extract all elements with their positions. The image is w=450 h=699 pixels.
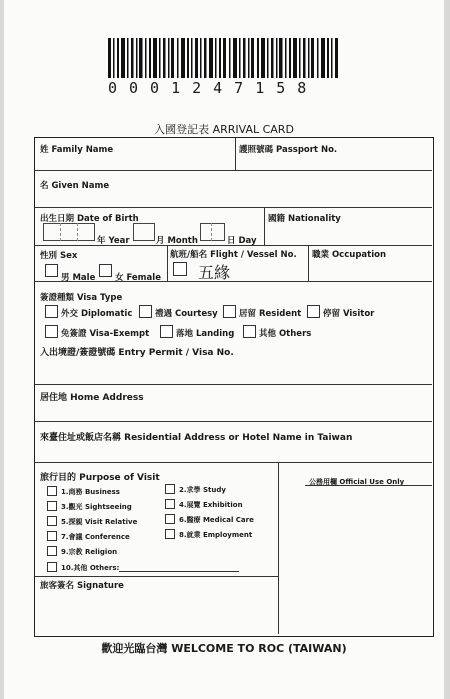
purpose-exhibition-label: 4.展覽 Exhibition: [179, 501, 243, 509]
visa-visitor-label: 停留 Visitor: [323, 309, 375, 319]
dob-day-label: 日 Day: [227, 236, 257, 246]
page-title: 入國登記表 ARRIVAL CARD: [154, 123, 294, 136]
visa-resident-checkbox[interactable]: [223, 305, 236, 318]
signature-label: 旅客簽名 Signature: [40, 581, 124, 591]
visa-exempt-label: 免簽證 Visa-Exempt: [61, 329, 150, 339]
dob-month-box[interactable]: [133, 223, 155, 241]
visa-resident-label: 居留 Resident: [239, 309, 302, 319]
flight-label: 航班/船名 Flight / Vessel No.: [170, 250, 297, 260]
purpose-relative-label: 5.探親 Visit Relative: [61, 518, 138, 526]
visa-exempt-checkbox[interactable]: [45, 325, 58, 338]
home-address-label: 居住地 Home Address: [40, 393, 144, 403]
family-name-label: 姓 Family Name: [40, 145, 114, 155]
visa-others-checkbox[interactable]: [243, 325, 256, 338]
given-name-label: 名 Given Name: [40, 181, 110, 191]
purpose-medical-checkbox[interactable]: [165, 514, 175, 524]
visa-type-label: 簽證種類 Visa Type: [40, 293, 123, 303]
visa-diplomatic-checkbox[interactable]: [45, 305, 58, 318]
purpose-sightseeing-label: 3.觀光 Sightseeing: [61, 503, 132, 511]
dob-month-label: 月 Month: [156, 236, 198, 246]
purpose-medical-label: 6.醫療 Medical Care: [179, 516, 254, 524]
purpose-label: 旅行目的 Purpose of Visit: [40, 473, 160, 483]
nationality-label: 國籍 Nationality: [268, 214, 341, 224]
purpose-employment-label: 8.就業 Employment: [179, 531, 253, 539]
visa-others-label: 其他 Others: [259, 329, 312, 339]
purpose-sightseeing-checkbox[interactable]: [47, 501, 57, 511]
visa-diplomatic-label: 外交 Diplomatic: [61, 309, 133, 319]
purpose-business-checkbox[interactable]: [47, 486, 57, 496]
dob-year-label: 年 Year: [97, 236, 130, 246]
flight-value: 五緣: [198, 263, 231, 282]
purpose-study-checkbox[interactable]: [165, 484, 175, 494]
dob-label: 出生日期 Date of Birth: [40, 214, 139, 224]
visa-landing-label: 落地 Landing: [176, 329, 235, 339]
female-label: 女 Female: [115, 273, 161, 283]
barcode-number: 0001247158: [108, 79, 319, 97]
passport-no-label: 護照號碼 Passport No.: [239, 145, 338, 155]
arrival-card: [4, 0, 444, 699]
occupation-label: 職業 Occupation: [312, 250, 387, 260]
purpose-others-checkbox[interactable]: [47, 562, 57, 572]
sex-label: 性別 Sex: [40, 251, 78, 261]
visa-courtesy-checkbox[interactable]: [139, 305, 152, 318]
visa-landing-checkbox[interactable]: [160, 325, 173, 338]
purpose-relative-checkbox[interactable]: [47, 516, 57, 526]
purpose-conference-label: 7.會議 Conference: [61, 533, 130, 541]
welcome-footer: 歡迎光臨台灣 WELCOME TO ROC (TAIWAN): [101, 642, 347, 655]
form-grid: [34, 137, 434, 637]
barcode-icon: [108, 38, 340, 78]
visa-courtesy-label: 禮遇 Courtesy: [155, 309, 218, 319]
male-checkbox[interactable]: [45, 264, 58, 277]
purpose-others-line[interactable]: [119, 571, 239, 572]
purpose-religion-label: 9.宗教 Religion: [61, 548, 118, 556]
female-checkbox[interactable]: [99, 264, 112, 277]
flight-box[interactable]: [173, 262, 187, 276]
visa-visitor-checkbox[interactable]: [307, 305, 320, 318]
purpose-employment-checkbox[interactable]: [165, 529, 175, 539]
purpose-exhibition-checkbox[interactable]: [165, 499, 175, 509]
residential-address-label: 來臺住址或飯店名稱 Residential Address or Hotel Name in Taiwan: [40, 433, 353, 443]
purpose-business-label: 1.商務 Business: [61, 488, 120, 496]
purpose-study-label: 2.求學 Study: [179, 486, 226, 494]
entry-permit-label: 入出境證/簽證號碼 Entry Permit / Visa No.: [40, 348, 234, 358]
purpose-religion-checkbox[interactable]: [47, 546, 57, 556]
purpose-conference-checkbox[interactable]: [47, 531, 57, 541]
official-use-label: 公務用欄 Official Use Only: [309, 478, 405, 486]
male-label: 男 Male: [61, 273, 96, 283]
purpose-others-label: 10.其他 Others:: [61, 564, 120, 572]
